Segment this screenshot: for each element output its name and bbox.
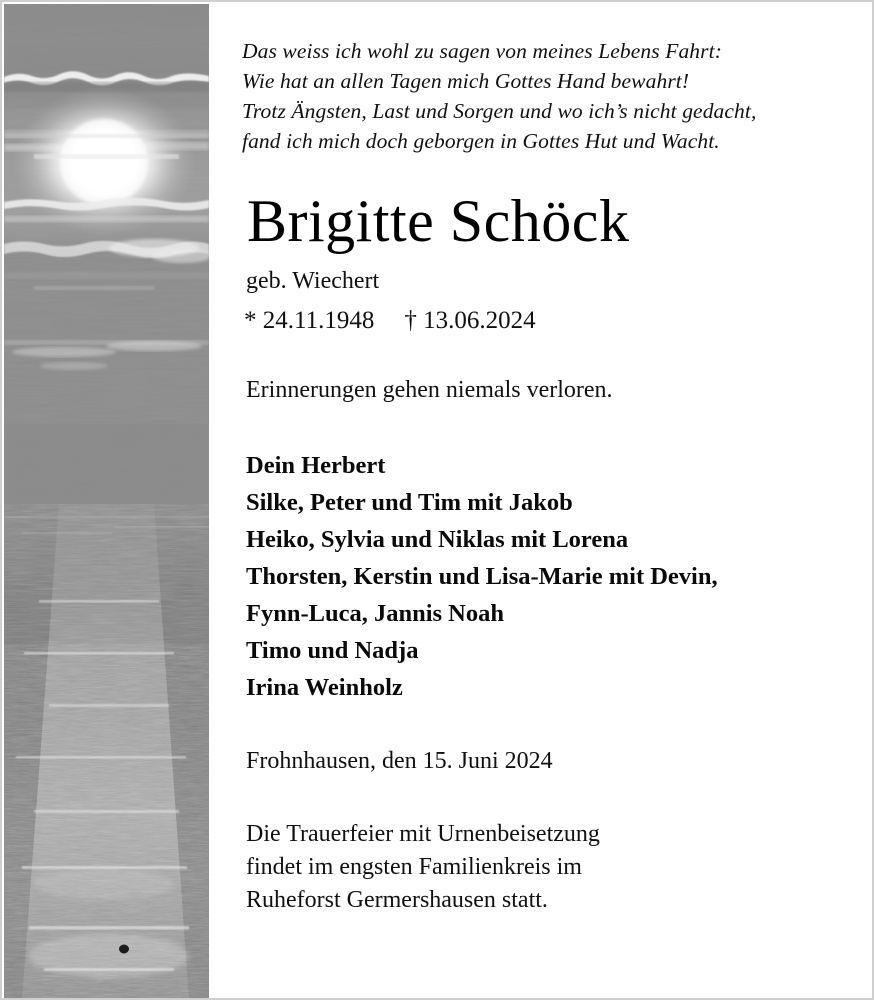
birth-date: 24.11.1948 xyxy=(262,306,375,334)
place-and-date: Frohnhausen, den 15. Juni 2024 xyxy=(246,747,553,774)
poem-line-4: fand ich mich doch geborgen in Gottes Hut und Wacht. xyxy=(242,129,720,153)
ceremony-line-3: Ruheforst Germershausen statt. xyxy=(246,887,548,914)
sunset-sea-illustration xyxy=(4,4,209,1000)
poem-line-2: Wie hat an allen Tagen mich Gottes Hand bewahrt! xyxy=(242,69,690,93)
notice-text-column xyxy=(209,2,872,998)
ceremony-details xyxy=(246,818,848,917)
mourners-list xyxy=(246,447,848,706)
memorial-poem xyxy=(242,36,848,156)
poem-line-1: Das weiss ich wohl zu sagen von meines Lebens Fahrt: xyxy=(242,39,722,63)
deceased-name: Brigitte Schöck xyxy=(247,188,630,254)
death-date: 13.06.2024 xyxy=(423,306,536,334)
sunset-sea-photo xyxy=(4,4,209,1000)
list-item: Timo und Nadja xyxy=(246,636,419,664)
birth-symbol: * xyxy=(244,306,257,334)
life-dates xyxy=(244,306,848,336)
list-item: Irina Weinholz xyxy=(246,673,403,701)
list-item: Fynn-Luca, Jannis Noah xyxy=(246,599,505,627)
maiden-name: geb. Wiechert xyxy=(246,268,380,294)
list-item: Dein Herbert xyxy=(246,451,386,479)
ceremony-line-2: findet im engsten Familienkreis im xyxy=(246,854,582,881)
boat-speck xyxy=(119,945,129,954)
poem-line-3: Trotz Ängsten, Last und Sorgen und wo ich’s nicht gedacht, xyxy=(242,99,757,123)
ceremony-line-1: Die Trauerfeier mit Urnenbeisetzung xyxy=(246,821,600,848)
list-item: Silke, Peter und Tim mit Jakob xyxy=(246,488,573,516)
list-item: Thorsten, Kerstin und Lisa-Marie mit Devin, xyxy=(246,562,718,590)
death-symbol: † xyxy=(404,306,417,334)
memory-line: Erinnerungen gehen niemals verloren. xyxy=(246,376,613,403)
list-item: Heiko, Sylvia und Niklas mit Lorena xyxy=(246,525,629,553)
